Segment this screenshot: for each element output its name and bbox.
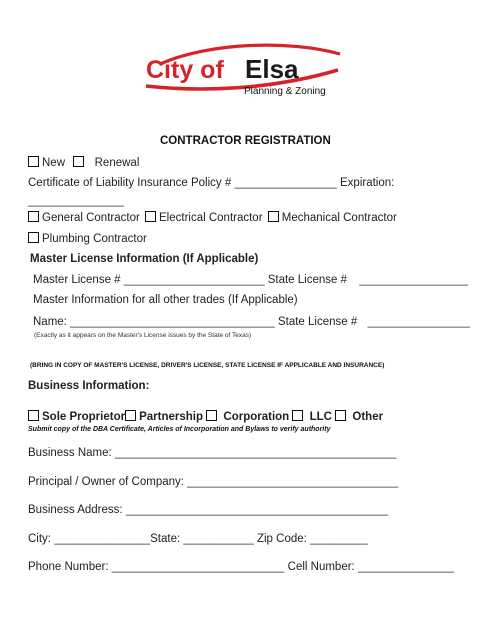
address-label: Business Address: <box>28 504 123 516</box>
master-license-label: Master License # <box>33 274 121 286</box>
state-license2-field[interactable]: ________________ <box>367 316 470 328</box>
business-name-field[interactable]: ____________________________________________ <box>114 447 397 459</box>
plumbing-label: Plumbing Contractor <box>42 233 147 245</box>
general-checkbox[interactable] <box>28 211 39 222</box>
partnership-checkbox[interactable] <box>125 410 136 421</box>
name-label: Name: <box>33 316 67 328</box>
electrical-label: Electrical Contractor <box>159 212 263 224</box>
expiration-field[interactable]: _______________ <box>28 195 124 207</box>
business-heading: Business Information: <box>28 380 150 392</box>
policy-field[interactable]: ________________ <box>234 177 337 189</box>
principal-field[interactable]: _________________________________ <box>187 476 399 488</box>
sole-proprietor-label: Sole Proprietor <box>42 411 126 423</box>
master-license-row <box>33 274 468 286</box>
mechanical-label: Mechanical Contractor <box>281 212 397 224</box>
business-type-row <box>28 410 383 423</box>
contractor-types-row <box>28 211 397 224</box>
cell-field[interactable]: _______________ <box>357 561 454 573</box>
svg-text:Planning & Zoning: Planning & Zoning <box>244 86 326 97</box>
cell-label: Cell Number: <box>287 561 355 573</box>
corporation-checkbox[interactable] <box>206 410 217 421</box>
other-trades-label: Master Information for all other trades (If Applicable) <box>33 294 298 306</box>
new-label: New <box>42 157 66 169</box>
master-license-note: (Exactly as it appears on the Master's License issues by the State of Texas) <box>34 332 252 339</box>
state-license-field[interactable]: _________________ <box>359 274 469 286</box>
sole-proprietor-checkbox[interactable] <box>28 410 39 421</box>
svg-text:Elsa: Elsa <box>245 54 299 84</box>
llc-label: LLC <box>309 411 332 423</box>
llc-checkbox[interactable] <box>292 410 303 421</box>
plumbing-row <box>28 232 147 245</box>
address-row <box>28 504 388 516</box>
city-field[interactable]: _______________ <box>54 533 151 545</box>
city-logo <box>140 40 350 102</box>
electrical-checkbox[interactable] <box>145 211 156 222</box>
state-license2-label: State License # <box>277 316 358 328</box>
new-checkbox[interactable] <box>28 156 39 167</box>
other-label: Other <box>352 411 384 423</box>
phone-label: Phone Number: <box>28 561 109 573</box>
logo-graphic <box>140 40 350 102</box>
master-license-field[interactable]: ______________________ <box>123 274 265 286</box>
zip-label: Zip Code: <box>256 533 307 545</box>
phone-row <box>28 561 454 573</box>
svg-text:City of: City of <box>146 56 224 84</box>
city-state-zip-row <box>28 533 368 545</box>
policy-label: Certificate of Liability Insurance Policy # <box>28 177 232 189</box>
partnership-label: Partnership <box>139 411 203 423</box>
principal-row <box>28 476 398 488</box>
renewal-checkbox[interactable] <box>73 156 84 167</box>
name-field[interactable]: ________________________________ <box>70 316 275 328</box>
registration-type-row <box>28 156 139 169</box>
state-license-label: State License # <box>267 274 347 286</box>
master-name-row <box>33 316 470 328</box>
master-license-heading: Master License Information (If Applicable) <box>30 253 259 265</box>
insurance-row <box>28 177 394 189</box>
city-label: City: <box>28 533 51 545</box>
mechanical-checkbox[interactable] <box>268 211 279 222</box>
address-field[interactable]: _________________________________________ <box>125 504 389 516</box>
state-label: State: <box>150 533 181 545</box>
other-checkbox[interactable] <box>335 410 346 421</box>
state-field[interactable]: ___________ <box>183 533 254 545</box>
submit-note: Submit copy of the DBA Certificate, Articles of Incorporation and Bylaws to verify authority <box>28 426 331 433</box>
bring-copy-note: (BRING IN COPY OF MASTER'S LICENSE, DRIVER'S LICENSE, STATE LICENSE IF APPLICABLE AND INSURANCE) <box>30 362 385 369</box>
corporation-label: Corporation <box>223 411 290 423</box>
principal-label: Principal / Owner of Company: <box>28 476 184 488</box>
general-label: General Contractor <box>42 212 140 224</box>
renewal-label: Renewal <box>94 157 140 169</box>
form-title: CONTRACTOR REGISTRATION <box>160 135 331 147</box>
plumbing-checkbox[interactable] <box>28 232 39 243</box>
zip-field[interactable]: _________ <box>310 533 368 545</box>
phone-field[interactable]: ___________________________ <box>111 561 285 573</box>
expiration-label: Expiration: <box>340 177 395 189</box>
business-name-label: Business Name: <box>28 447 112 459</box>
business-name-row <box>28 447 396 459</box>
